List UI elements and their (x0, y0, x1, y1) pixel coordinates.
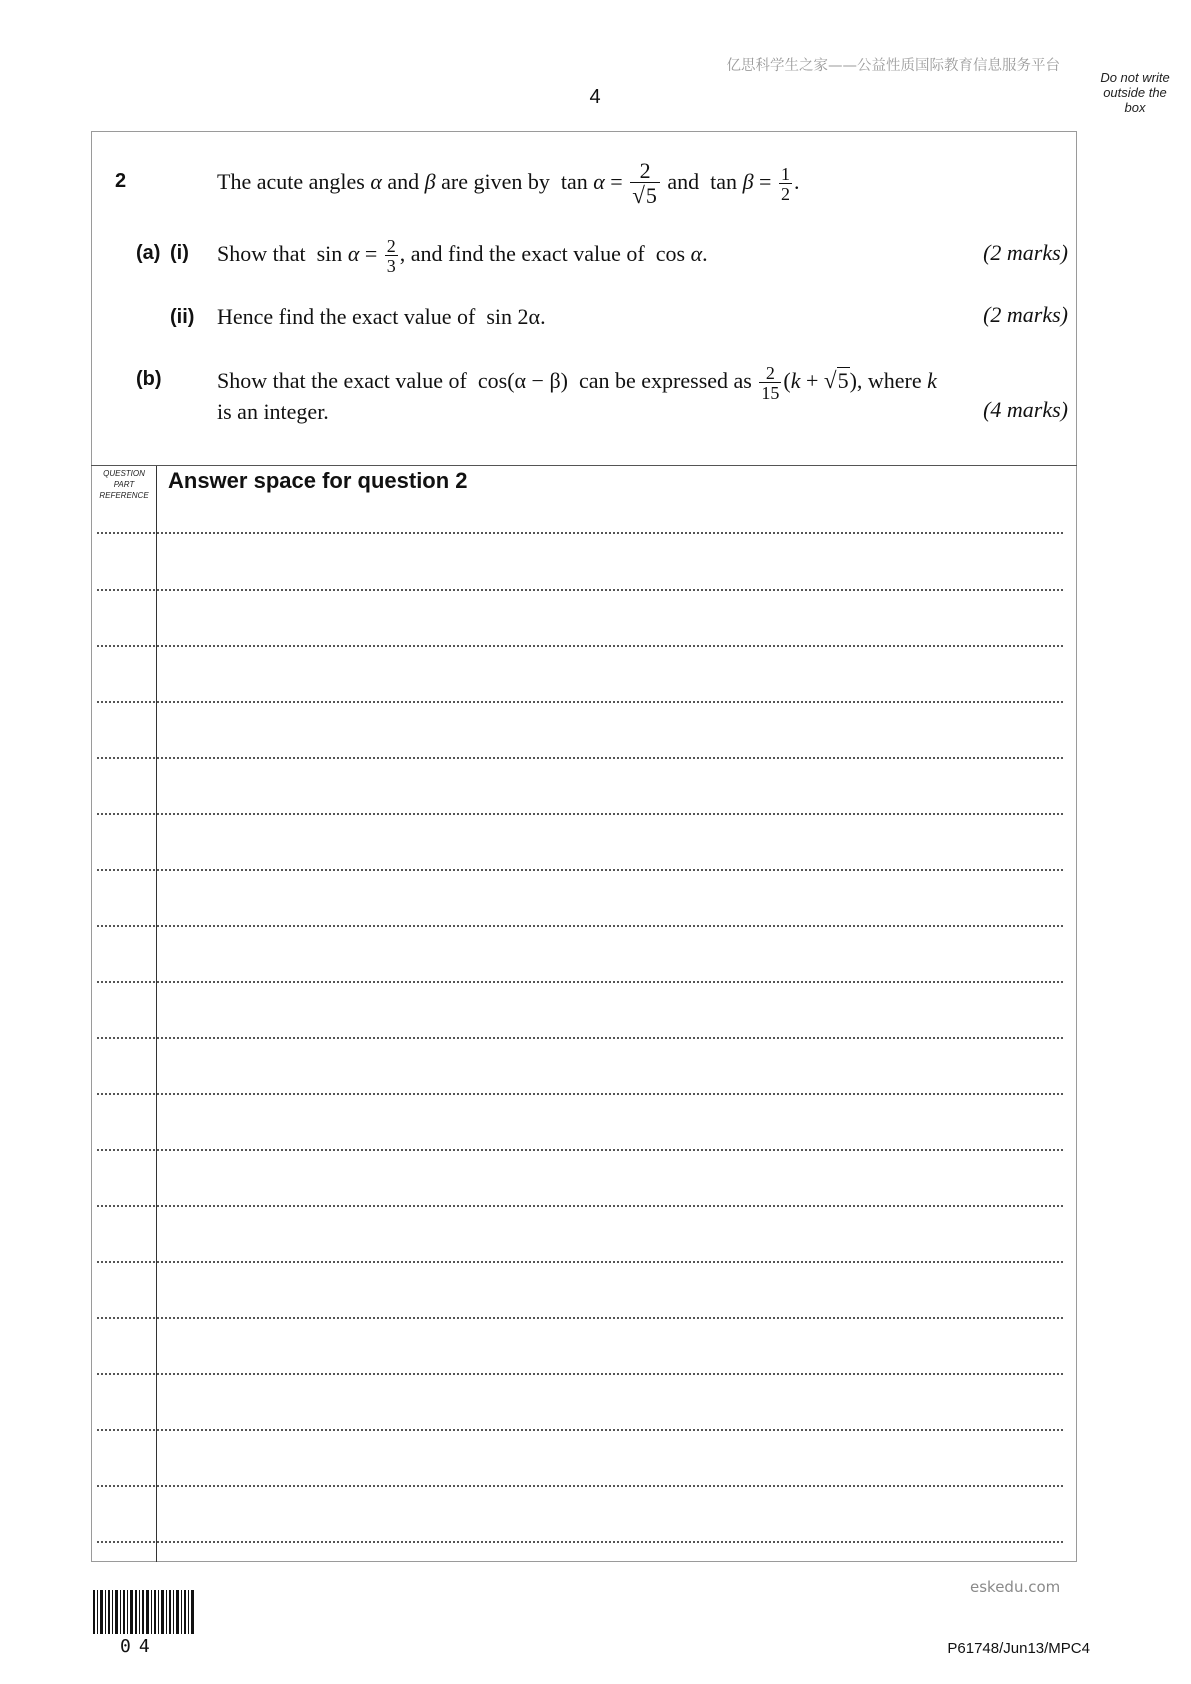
barcode-number: 04 (120, 1636, 158, 1657)
radicand: 5 (645, 183, 657, 209)
question-separator (91, 465, 1077, 466)
question-part-reference-label (93, 468, 155, 501)
symbol-alpha: α (690, 241, 703, 266)
question-number: 2 (115, 170, 127, 192)
answer-box-frame (91, 131, 1077, 1562)
symbol-beta: β (742, 169, 754, 194)
sin-function: sin (316, 241, 343, 266)
fraction-numerator: 2 (639, 158, 651, 184)
fraction-numerator: 2 (765, 362, 775, 383)
part-text: Hence find the exact value of (217, 304, 476, 329)
paren-open: ( (783, 368, 791, 393)
part-ai-text (217, 230, 708, 278)
answer-line[interactable] (97, 1317, 1063, 1319)
answer-line[interactable] (97, 1541, 1063, 1543)
equals-sign: = (759, 169, 772, 194)
answer-line[interactable] (97, 1485, 1063, 1487)
answer-line[interactable] (97, 1261, 1063, 1263)
answer-line[interactable] (97, 757, 1063, 759)
margin-note-line: Do not write (1100, 70, 1170, 85)
paper-code: P61748/Jun13/MPC4 (947, 1640, 1090, 1657)
fraction-denominator: 2 (780, 183, 790, 204)
stem-text: and (387, 169, 420, 194)
margin-note (1090, 70, 1180, 115)
symbol-k: k (927, 368, 937, 393)
part-b-label: (b) (136, 368, 162, 390)
part-text: . (702, 241, 708, 266)
symbol-k: k (790, 368, 801, 393)
answer-line[interactable] (97, 1093, 1063, 1095)
answer-line[interactable] (97, 1429, 1063, 1431)
fraction-numerator: 2 (386, 235, 396, 256)
equals-sign: = (364, 241, 378, 266)
fraction-sin-alpha (385, 237, 398, 275)
reference-column-divider (156, 466, 157, 1562)
part-text: Show that the exact value of (217, 368, 467, 393)
answer-line[interactable] (97, 589, 1063, 591)
part-aii-label: (ii) (170, 306, 195, 328)
stem-text: The acute angles (217, 169, 365, 194)
answer-line[interactable] (97, 981, 1063, 983)
symbol-beta: β (424, 169, 436, 194)
margin-note-line: outside the (1103, 85, 1167, 100)
part-a-label: (a) (136, 242, 161, 264)
part-text: , where (856, 368, 922, 393)
fraction-denominator: 3 (386, 255, 396, 276)
ref-label-line: PART (113, 480, 135, 489)
part-text: can be expressed as (578, 368, 752, 393)
tan-function: tan (560, 169, 588, 194)
answer-line[interactable] (97, 645, 1063, 647)
answer-line[interactable] (97, 1373, 1063, 1375)
paren-close: ) (849, 368, 857, 393)
answer-line[interactable] (97, 813, 1063, 815)
radical-sign: √ (632, 182, 645, 209)
part-ai-marks: (2 marks) (983, 240, 1068, 265)
cos-function: cos (655, 241, 686, 266)
symbol-alpha: α (593, 169, 605, 194)
part-b-text-line2: is an integer. (217, 399, 329, 424)
ref-label-line: REFERENCE (99, 491, 149, 500)
answer-line[interactable] (97, 1149, 1063, 1151)
stem-text: are given by (441, 169, 550, 194)
answer-line[interactable] (97, 1037, 1063, 1039)
part-text: Show that (217, 241, 306, 266)
sqrt-expression (632, 184, 658, 207)
equals-sign: = (610, 169, 623, 194)
symbol-alpha: α (370, 169, 382, 194)
part-b-marks: (4 marks) (983, 397, 1068, 422)
answer-line[interactable] (97, 869, 1063, 871)
fraction-denominator (630, 182, 660, 207)
header-watermark: 亿思科学生之家——公益性质国际教育信息服务平台 (726, 58, 1060, 74)
radicand: 5 (837, 368, 849, 393)
barcode-icon (93, 1590, 195, 1634)
answer-space-title: Answer space for question 2 (168, 468, 468, 493)
part-ai-label: (i) (170, 242, 189, 264)
answer-line[interactable] (97, 532, 1063, 534)
margin-note-line: box (1124, 100, 1146, 115)
part-aii-marks: (2 marks) (983, 302, 1068, 327)
symbol-alpha: α (347, 241, 360, 266)
fraction-numerator: 1 (780, 163, 790, 184)
cos-alpha-minus-beta: cos(α − β) (477, 368, 568, 393)
answer-line[interactable] (97, 701, 1063, 703)
fraction-denominator: 15 (761, 382, 780, 403)
part-text: , and find the exact value of (399, 241, 645, 266)
tan-function: tan (710, 169, 738, 194)
fraction-tan-beta (779, 165, 792, 203)
page-number: 4 (589, 86, 601, 108)
footer-watermark: eskedu.com (970, 1578, 1061, 1596)
fraction-two-fifteenths (759, 364, 781, 402)
question-stem (217, 152, 799, 212)
fraction-tan-alpha (630, 160, 660, 207)
answer-line[interactable] (97, 925, 1063, 927)
plus-sign: + (805, 368, 819, 393)
part-aii-text (217, 302, 546, 332)
sin-2alpha-expression: sin 2α (486, 304, 541, 329)
ref-label-line: QUESTION (103, 469, 145, 478)
part-text: . (540, 304, 546, 329)
radical-sign: √ (823, 367, 837, 393)
sqrt-expression (824, 356, 850, 405)
answer-line[interactable] (97, 1205, 1063, 1207)
stem-text: and (667, 169, 700, 194)
stem-text: . (793, 169, 800, 194)
